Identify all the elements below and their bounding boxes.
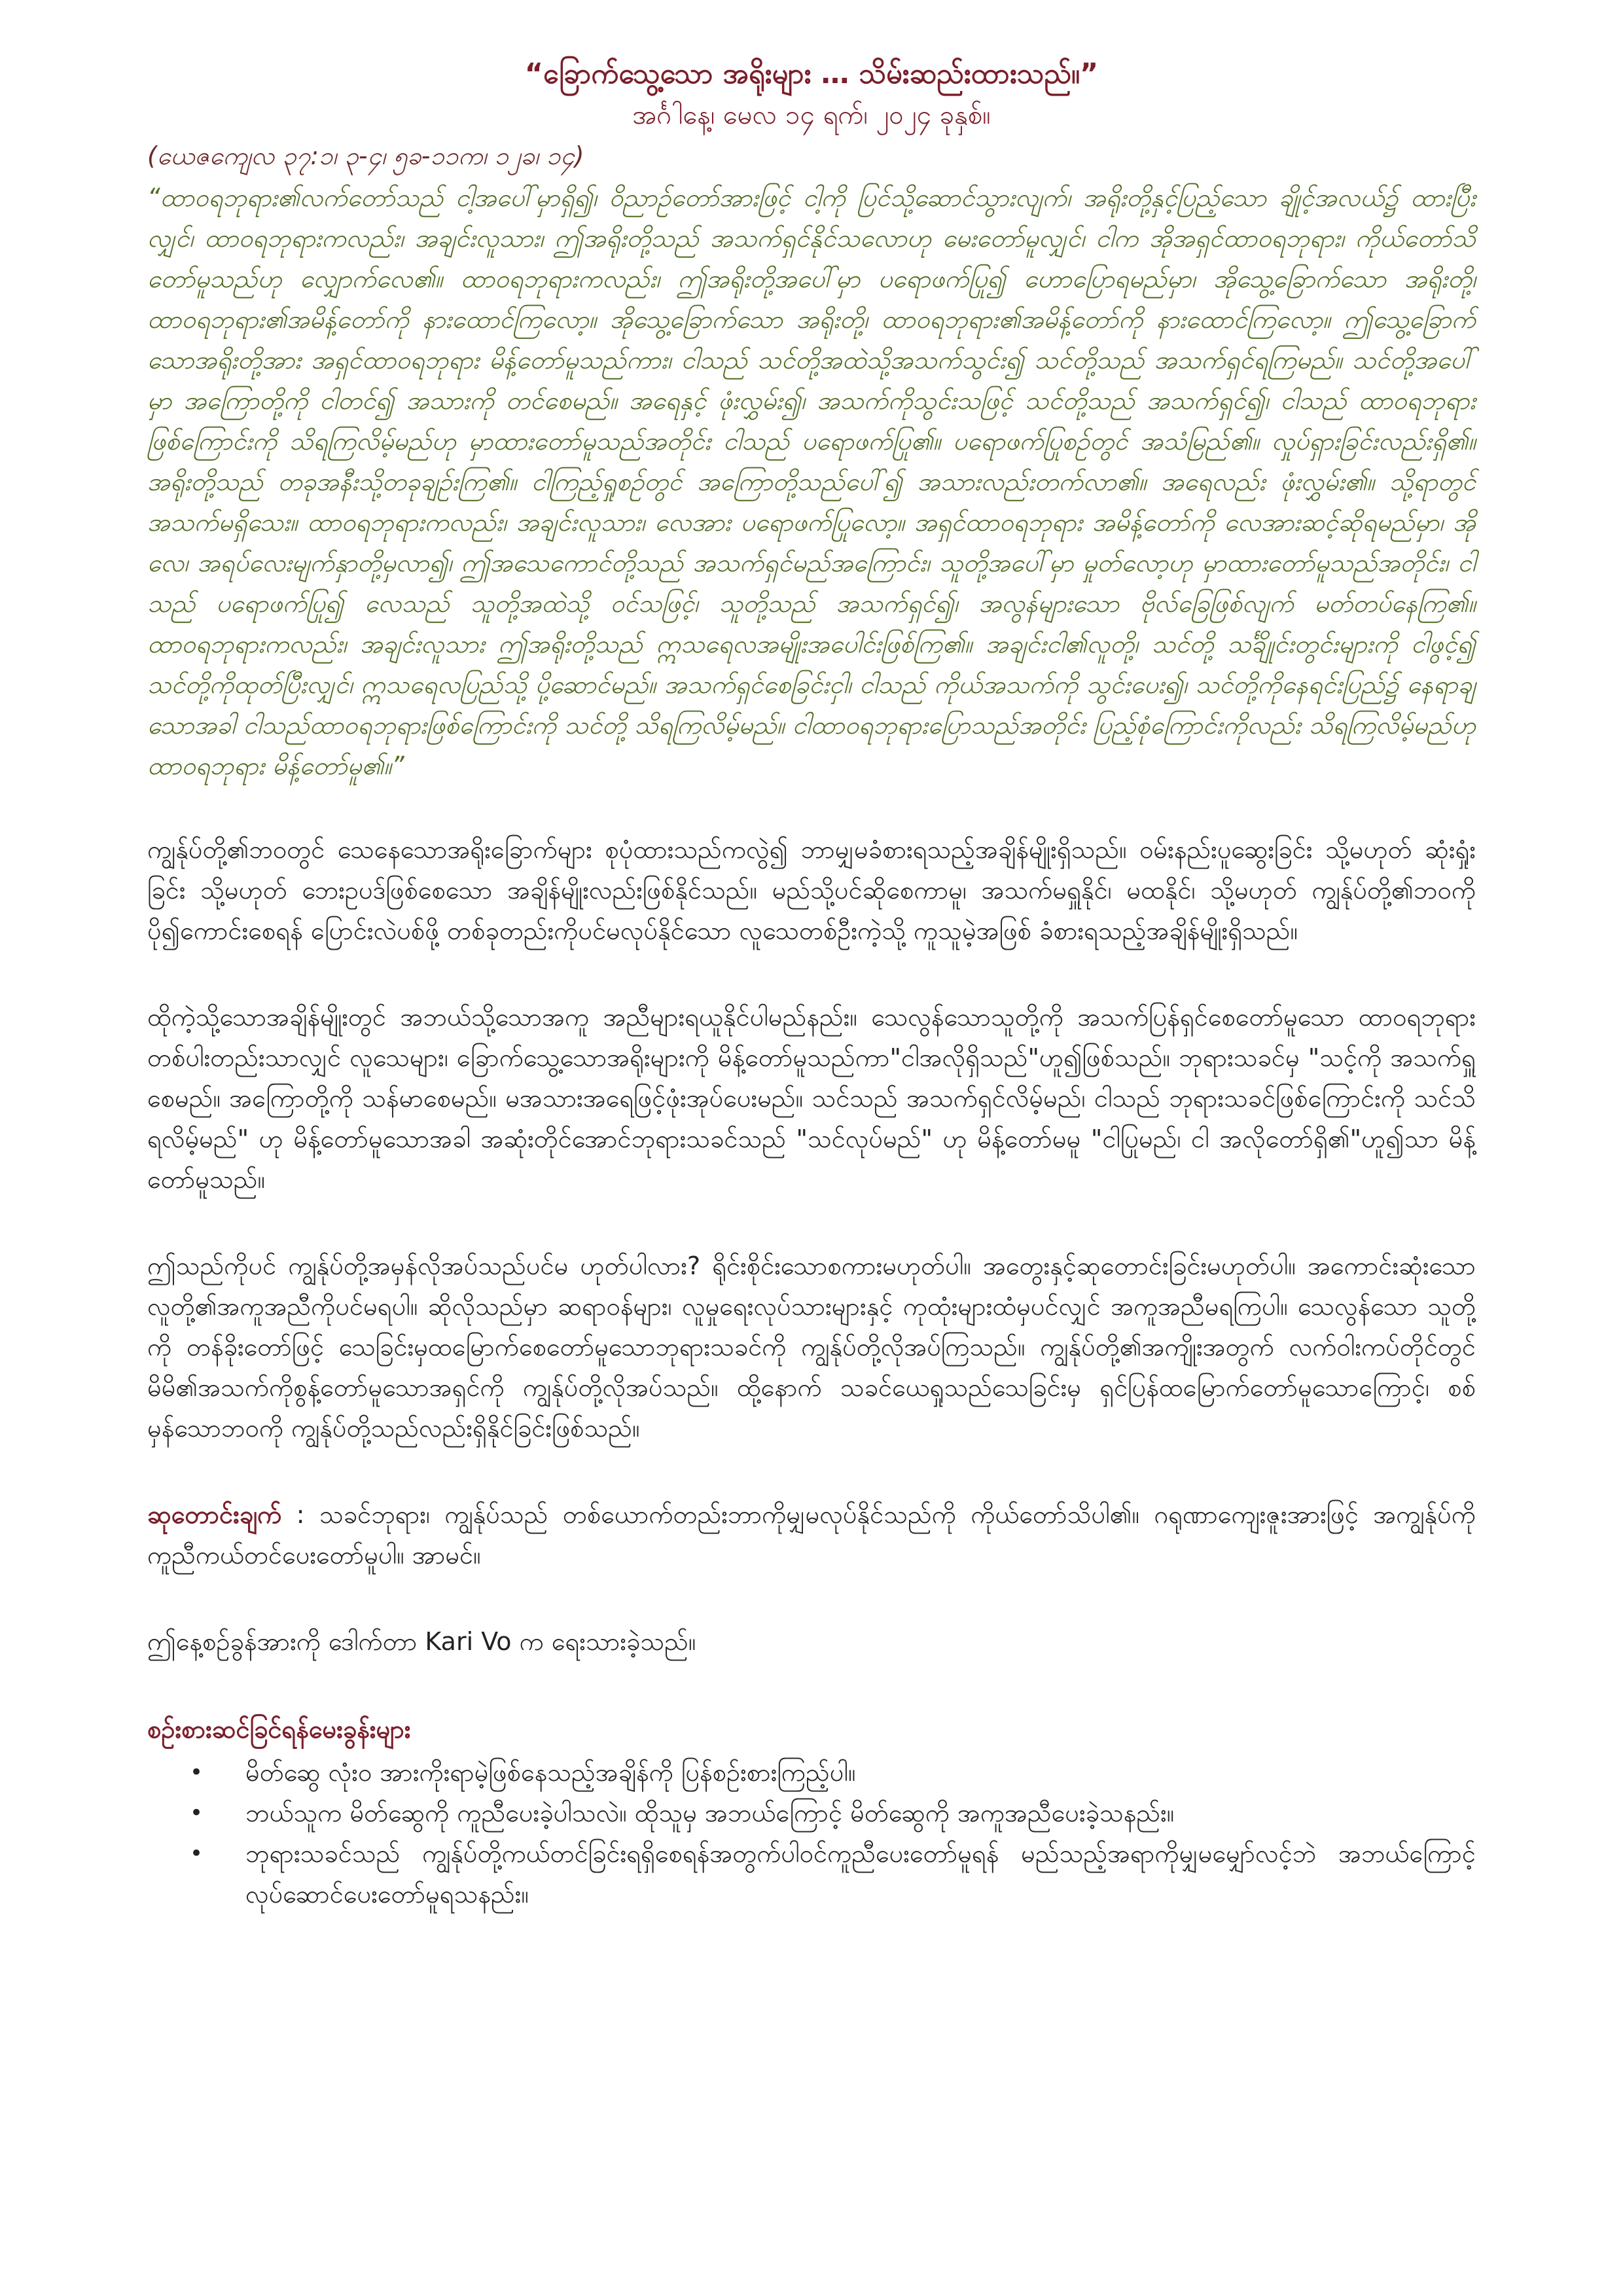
prayer: [147, 1494, 1476, 1575]
body-paragraph-1: ကျွန်ုပ်တို့၏ဘဝတွင် သေနေသောအရိုးခြောက်များ စုပုံထားသည်ကလွဲ၍ ဘာမျှမခံစားရသည့်အချိန်မျိုးရှိသည်။ ဝမ်းနည်းပူဆွေးခြင်း သို့မဟုတ် ဆုံးရှုံးခြင်း သို့မဟုတ် ဘေးဥပဒ်ဖြစ်စေသော အချိန်မျိုးလည်းဖြစ်နိုင်သည်။ မည်သို့ပင်ဆိုစေကာမူ၊ အသက်မရှူနိုင်၊ မထနိုင်၊ သို့မဟုတ် ကျွန်ုပ်တို့၏ဘဝကို ပို၍ကောင်းစေရန် ပြောင်းလဲပစ်ဖို့ တစ်ခုတည်းကိုပင်မလုပ်နိုင်သော လူသေတစ်ဦးကဲ့သို့ ကူသူမဲ့အဖြစ် ခံစားရသည့်အချိန်မျိုးရှိသည်။: [147, 835, 1476, 946]
reflection-heading: စဉ်းစားဆင်ခြင်ရန်မေးခွန်းများ: [147, 1715, 411, 1744]
body-paragraph-3: ဤသည်ကိုပင် ကျွန်ုပ်တို့အမှန်လိုအပ်သည်ပင်မ ဟုတ်ပါလား? ရိုင်းစိုင်းသောစကားမဟုတ်ပါ။ အတွေးနှင့်ဆုတောင်းခြင်းမဟုတ်ပါ။ အကောင်းဆုံးသောလူတို့၏အကူအညီကိုပင်မရပါ။ ဆိုလိုသည်မှာ ဆရာဝန်များ၊ လူမှုရေးလုပ်သားများနှင့် ကုထုံးများထံမှပင်လျှင် အကူအညီမရကြပါ။ သေလွန်သော သူတို့ကို တန်ခိုးတော်ဖြင့် သေခြင်းမှထမြောက်စေတော်မူသောဘုရားသခင်ကို ကျွန်ုပ်တို့လိုအပ်ကြသည်။ ကျွန်ုပ်တို့၏အကျိုးအတွက် လက်ဝါးကပ်တိုင်တွင် မိမိ၏အသက်ကိုစွန့်တော်မူသောအရှင်ကို ကျွန်ုပ်တို့လိုအပ်သည်။ ထို့နောက် သခင်ယေရှုသည်သေခြင်းမှ ရှင်ပြန်ထမြောက်တော်မူသောကြောင့်၊ စစ်မှန်သောဘဝကို ကျွန်ုပ်တို့သည်လည်းရှိနိုင်ခြင်းဖြစ်သည်။: [147, 1251, 1476, 1443]
question-item: [147, 1833, 1476, 1914]
question-text: ဘုရားသခင်သည် ကျွန်ုပ်တို့ကယ်တင်ခြင်းရရှိစေရန်အတွက်ပါဝင်ကူညီပေးတော်မူရန် မည်သည့်အရာကိုမျှမမျှော်လင့်ဘဲ အဘယ်ကြောင့် လုပ်ဆောင်ပေးတော်မူရသနည်း။: [245, 1839, 1476, 1909]
question-text: မိတ်ဆွေ လုံးဝ အားကိုးရာမဲ့ဖြစ်နေသည့်အချိန်ကို ပြန်စဉ်းစားကြည့်ပါ။: [245, 1758, 856, 1787]
body-paragraph-2: ထိုကဲ့သို့သောအချိန်မျိုးတွင် အဘယ်သို့သောအကူ အညီများရယူနိုင်ပါမည်နည်း။ သေလွန်သောသူတို့ကို အသက်ပြန်ရှင်စေတော်မူသော ထာဝရဘုရားတစ်ပါးတည်းသာလျှင် လူသေများ၊ ခြောက်သွေ့သောအရိုးများကို မိန့်တော်မူသည်ကာ"ငါအလိုရှိသည်"ဟူ၍ဖြစ်သည်။ ဘုရားသခင်မှ "သင့်ကို အသက်ရှူစေမည်။ အကြောတို့ကို သန်မာစေမည်။ မအသားအရေဖြင့်ဖုံးအုပ်ပေးမည်။ သင်သည် အသက်ရှင်လိမ့်မည်၊ ငါသည် ဘုရားသခင်ဖြစ်ကြောင်းကို သင်သိရလိမ့်မည်" ဟု မိန့်တော်မူသောအခါ အဆုံးတိုင်အောင်ဘုရားသခင်သည် "သင်လုပ်မည်" ဟု မိန့်တော်မမူ "ငါပြုမည်၊ ငါ အလိုတော်ရှိ၏"ဟူ၍သာ မိန့်တော်မူသည်။: [147, 1003, 1476, 1194]
question-item: [147, 1793, 1476, 1833]
author-credit: ဤနေ့စဉ်ခွန်အားကို ဒေါက်တာ Kari Vo က ရေးသားခဲ့သည်။: [147, 1627, 696, 1657]
bullet-icon: •: [189, 1840, 204, 1867]
reflection-questions: [147, 1752, 1476, 1914]
scripture-reference: (ယေဇကျေလ ၃၇:၁၊ ၃-၄၊ ၅ခ-၁၁က၊ ၁၂ခ၊ ၁၄): [147, 141, 584, 170]
question-item: [147, 1752, 1476, 1793]
page-date: အင်္ဂါနေ့၊ မေလ ၁၄ ရက်၊ ၂၀၂၄ ခုနှစ်။: [632, 99, 991, 130]
prayer-label: ဆုတောင်းချက်: [147, 1500, 282, 1530]
bullet-icon: •: [189, 1800, 204, 1827]
prayer-text: : သခင်ဘုရား၊ ကျွန်ုပ်သည် တစ်ယောက်တည်းဘာကိုမျှမလုပ်နိုင်သည်ကို ကိုယ်တော်သိပါ၏။ ဂရုဏာကျေးဇူးအားဖြင့် အကျွန်ုပ်ကိုကူညီကယ်တင်ပေးတော်မူပါ။ အာမင်။: [147, 1500, 1476, 1570]
question-text: ဘယ်သူက မိတ်ဆွေကို ကူညီပေးခဲ့ပါသလဲ။ ထိုသူမှ အဘယ်ကြောင့် မိတ်ဆွေကို အကူအညီပေးခဲ့သနည်း။: [245, 1799, 1175, 1828]
bullet-icon: •: [189, 1759, 204, 1786]
scripture-text: “ထာဝရဘုရား၏လက်တော်သည် ငါ့အပေါ်မှာရှိ၍၊ ဝိညာဉ်တော်အားဖြင့် ငါ့ကို ပြင်သို့ဆောင်သွားလျက်၊ အရိုးတို့နှင့်ပြည့်သော ချိုင့်အလယ်၌ ထားပြီးလျှင်၊ ထာဝရဘုရားကလည်း၊ အချင်းလူသား၊ ဤအရိုးတို့သည် အသက်ရှင်နိုင်သလောဟု မေးတော်မူလျှင်၊ ငါက အိုအရှင်ထာဝရဘုရား၊ ကိုယ်တော်သိတော်မူသည်ဟု လျှောက်လေ၏။ ထာဝရဘုရားကလည်း၊ ဤအရိုးတို့အပေါ်မှာ ပရောဖက်ပြု၍ ဟောပြောရမည်မှာ၊ အိုသွေ့ခြောက်သော အရိုးတို့၊ ထာဝရဘုရား၏အမိန့်တော်ကို နားထောင်ကြလော့။ အိုသွေ့ခြောက်သော အရိုးတို့၊ ထာဝရဘုရား၏အမိန့်တော်ကို နားထောင်ကြလော့။ ဤသွေ့ခြောက်သောအရိုးတို့အား အရှင်ထာဝရဘုရား မိန့်တော်မူသည်ကား၊ ငါသည် သင်တို့အထဲသို့အသက်သွင်း၍ သင်တို့သည် အသက်ရှင်ရကြမည်။ သင်တို့အပေါ်မှာ အကြောတို့ကို ငါတင်၍ အသားကို တင်စေမည်။ အရေနှင့် ဖုံးလွှမ်း၍၊ အသက်ကိုသွင်းသဖြင့် သင်တို့သည် အသက်ရှင်၍၊ ငါသည် ထာဝရဘုရားဖြစ်ကြောင်းကို သိရကြလိမ့်မည်ဟု မှာထားတော်မူသည်အတိုင်း ငါသည် ပရောဖက်ပြု၏။ ပရောဖက်ပြုစဉ်တွင် အသံမြည်၏။ လှုပ်ရှားခြင်းလည်းရှိ၏။ အရိုးတို့သည် တခုအနီးသို့တခုချဉ်းကြ၏။ ငါကြည့်ရှုစဉ်တွင် အကြောတို့သည်ပေါ်၍ အသားလည်းတက်လာ၏။ အရေလည်း ဖုံးလွှမ်း၏။ သို့ရာတွင် အသက်မရှိသေး။ ထာဝရဘုရားကလည်း၊ အချင်းလူသား၊ လေအား ပရောဖက်ပြုလော့။ အရှင်ထာဝရဘုရား အမိန့်တော်ကို လေအားဆင့်ဆိုရမည်မှာ၊ အိုလေ၊ အရပ်လေးမျက်နှာတို့မှလာ၍၊ ဤအသေကောင်တို့သည် အသက်ရှင်မည်အကြောင်း၊ သူတို့အပေါ်မှာ မှုတ်လော့ဟု မှာထားတော်မူသည်အတိုင်း၊ ငါသည် ပရောဖက်ပြု၍ လေသည် သူတို့အထဲသို့ ဝင်သဖြင့်၊ သူတို့သည် အသက်ရှင်၍၊ အလွန်များသော ဗိုလ်ခြေဖြစ်လျက် မတ်တပ်နေကြ၏။ ထာဝရဘုရားကလည်း၊ အချင်းလူသား ဤအရိုးတို့သည် ဣသရေလအမျိုးအပေါင်းဖြစ်ကြ၏။ အချင်းငါ၏လူတို့၊ သင်တို့ သင်္ချိုင်းတွင်းများကို ငါဖွင့်၍ သင်တို့ကိုထုတ်ပြီးလျှင်၊ ဣသရေလပြည်သို့ ပို့ဆောင်မည်။ အသက်ရှင်စေခြင်းငှါ၊ ငါသည် ကိုယ်အသက်ကို သွင်းပေး၍၊ သင်တို့ကိုနေရင်းပြည်၌ နေရာချသောအခါ ငါသည်ထာဝရဘုရားဖြစ်ကြောင်းကို သင်တို့ သိရကြလိမ့်မည်။ ငါထာဝရဘုရားပြောသည်အတိုင်း ပြည့်စုံကြောင်းကိုလည်း သိရကြလိမ့်မည်ဟု ထာဝရဘုရား မိန့်တော်မူ၏။”: [147, 183, 1476, 781]
page-title: “ခြောက်သွေ့သော အရိုးများ … သိမ်းဆည်းထားသည်။”: [524, 58, 1099, 90]
